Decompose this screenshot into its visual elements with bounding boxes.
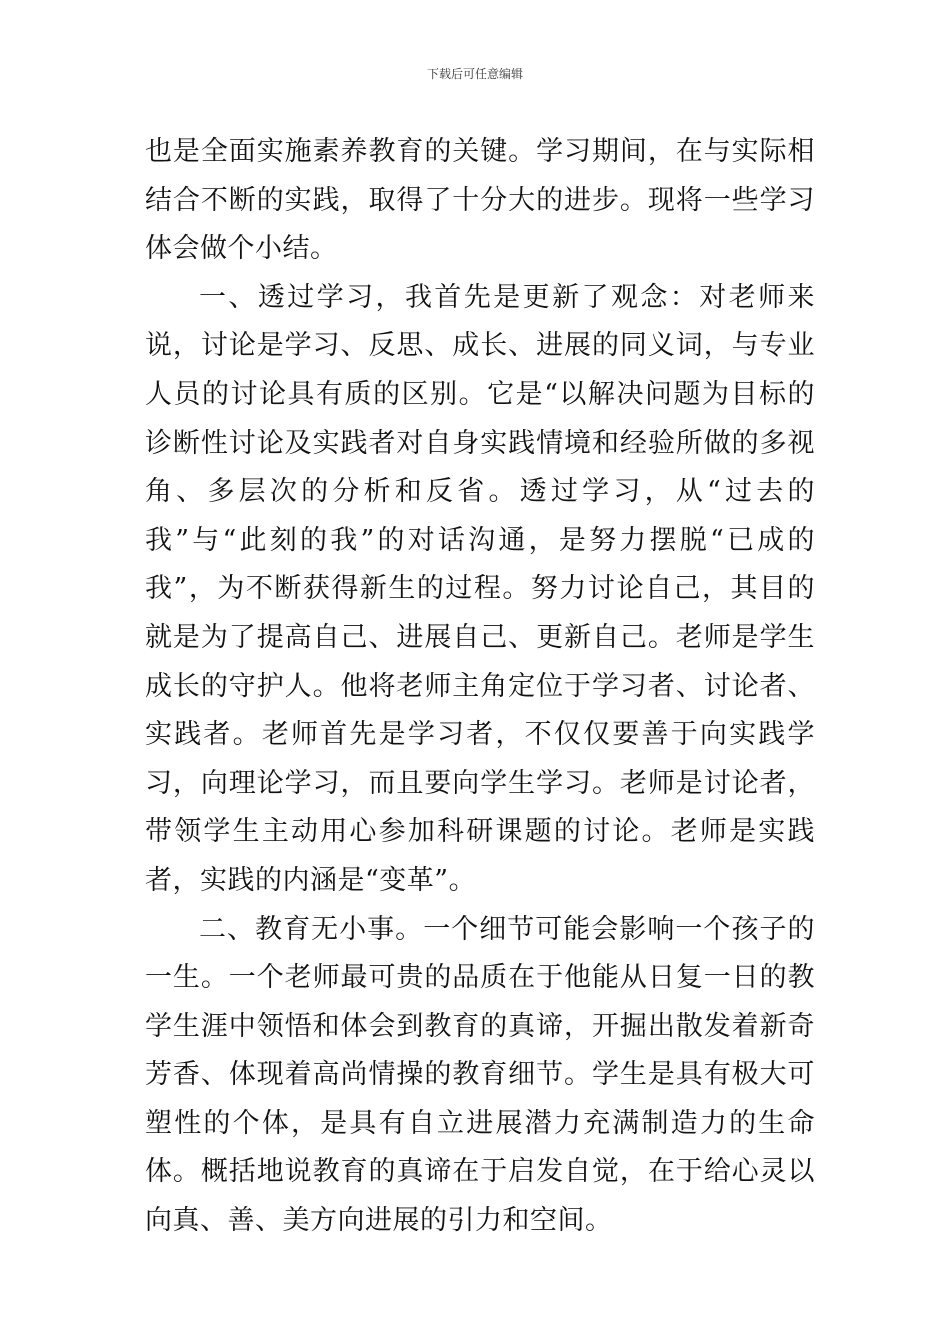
paragraph-point-one: 一、透过学习，我首先是更新了观念：对老师来说，讨论是学习、反思、成长、进展的同义词，与专业人员的讨论具有质的区别。它是“以解决问题为目标的诊断性讨论及实践者对自身实践情境和经验所做的多视角、多层次的分析和反省。透过学习，从“过去的我”与“此刻的我”的对话沟通，是努力摆脱“已成的我”，为不断获得新生的过程。努力讨论自己，其目的就是为了提高自己、进展自己、更新自己。老师是学生成长的守护人。他将老师主角定位于学习者、讨论者、实践者。老师首先是学习者，不仅仅要善于向实践学习，向理论学习，而且要向学生学习。老师是讨论者，带领学生主动用心参加科研课题的讨论。老师是实践者，实践的内涵是“变革”。 — [145, 281, 815, 896]
page-header: 下载后可任意编辑 — [426, 67, 523, 81]
document-body — [145, 128, 815, 1246]
paragraph-intro: 也是全面实施素养教育的关键。学习期间，在与实际相结合不断的实践，取得了十分大的进步。现将一些学习体会做个小结。 — [145, 136, 815, 265]
paragraph-point-two: 二、教育无小事。一个细节可能会影响一个孩子的一生。一个老师最可贵的品质在于他能从日复一日的教学生涯中领悟和体会到教育的真谛，开掘出散发着新奇芳香、体现着高尚情操的教育细节。学生是具有极大可塑性的个体，是具有自立进展潜力充满制造力的生命体。概括地说教育的真谛在于启发自觉，在于给心灵以向真、善、美方向进展的引力和空间。 — [145, 913, 815, 1237]
